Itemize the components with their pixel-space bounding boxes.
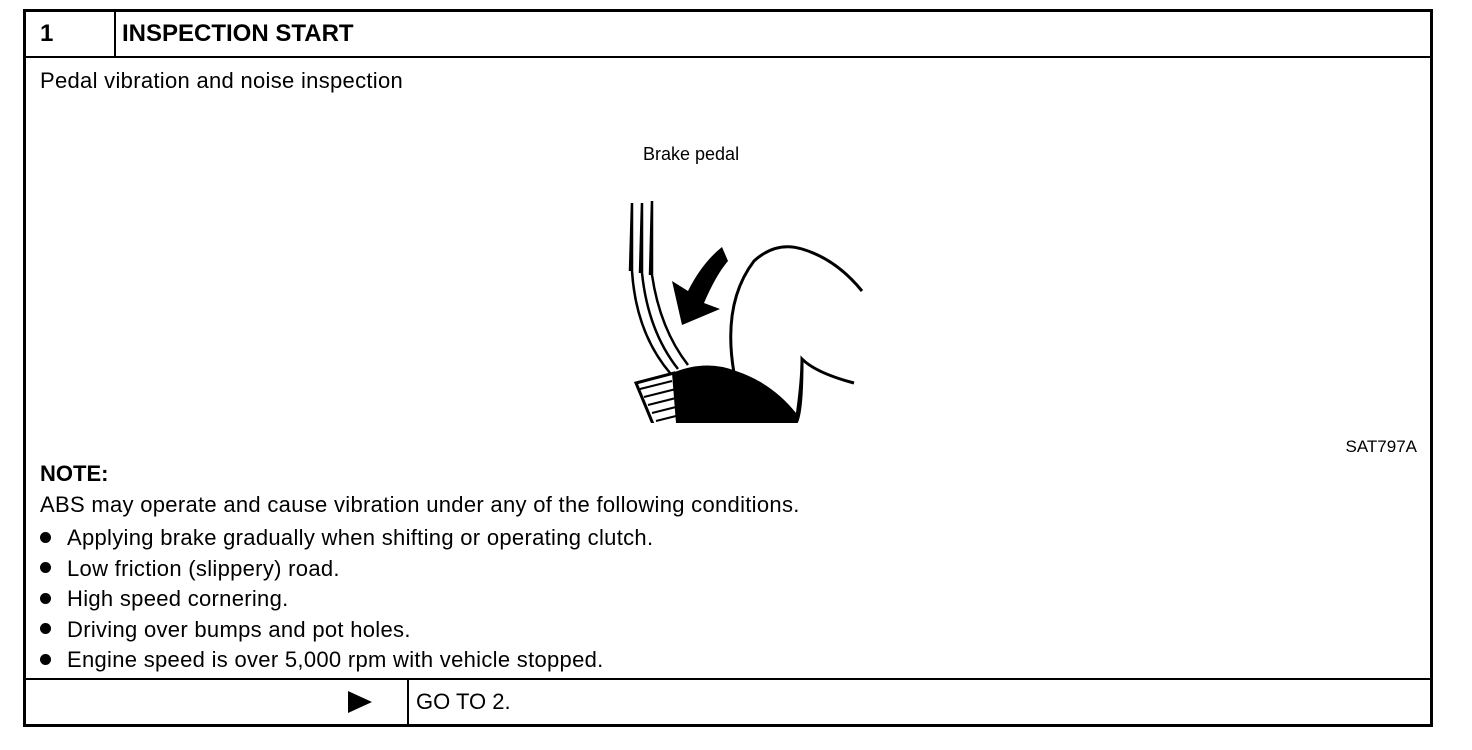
list-item-text: Engine speed is over 5,000 rpm with vehicle stopped.: [67, 647, 604, 672]
footer-arrow-cell: [26, 680, 409, 724]
condition-list: [40, 523, 653, 676]
header-row: [26, 12, 1430, 58]
list-item: [40, 615, 653, 646]
list-item: [40, 523, 653, 554]
bullet-icon: [40, 654, 51, 665]
note-text: ABS may operate and cause vibration under any of the following conditions.: [40, 492, 800, 517]
list-item: [40, 645, 653, 676]
subtitle: Pedal vibration and noise inspection: [40, 68, 404, 93]
figure-label: Brake pedal: [643, 144, 740, 164]
list-item: [40, 584, 653, 615]
list-item: [40, 554, 653, 585]
body-area: [26, 58, 1430, 681]
step-number: 1: [26, 12, 116, 56]
footer-row: [26, 678, 1430, 724]
list-item-text: High speed cornering.: [67, 586, 289, 611]
list-item-text: Driving over bumps and pot holes.: [67, 616, 411, 642]
inspection-table: [23, 9, 1433, 727]
bullet-icon: [40, 562, 51, 573]
right-arrow-icon: [348, 691, 372, 713]
list-item-text: Applying brake gradually when shifting or operating clutch.: [67, 525, 654, 550]
note-title: NOTE:: [40, 461, 109, 486]
bullet-icon: [40, 593, 51, 604]
list-item-text: Low friction (slippery) road.: [67, 555, 340, 581]
bullet-icon: [40, 623, 51, 634]
brake-pedal-icon: [606, 183, 876, 423]
step-title: INSPECTION START: [122, 20, 354, 47]
go-to-step-link[interactable]: GO TO 2.: [416, 689, 511, 714]
bullet-icon: [40, 532, 51, 543]
figure-code: SAT797A: [1345, 437, 1417, 456]
